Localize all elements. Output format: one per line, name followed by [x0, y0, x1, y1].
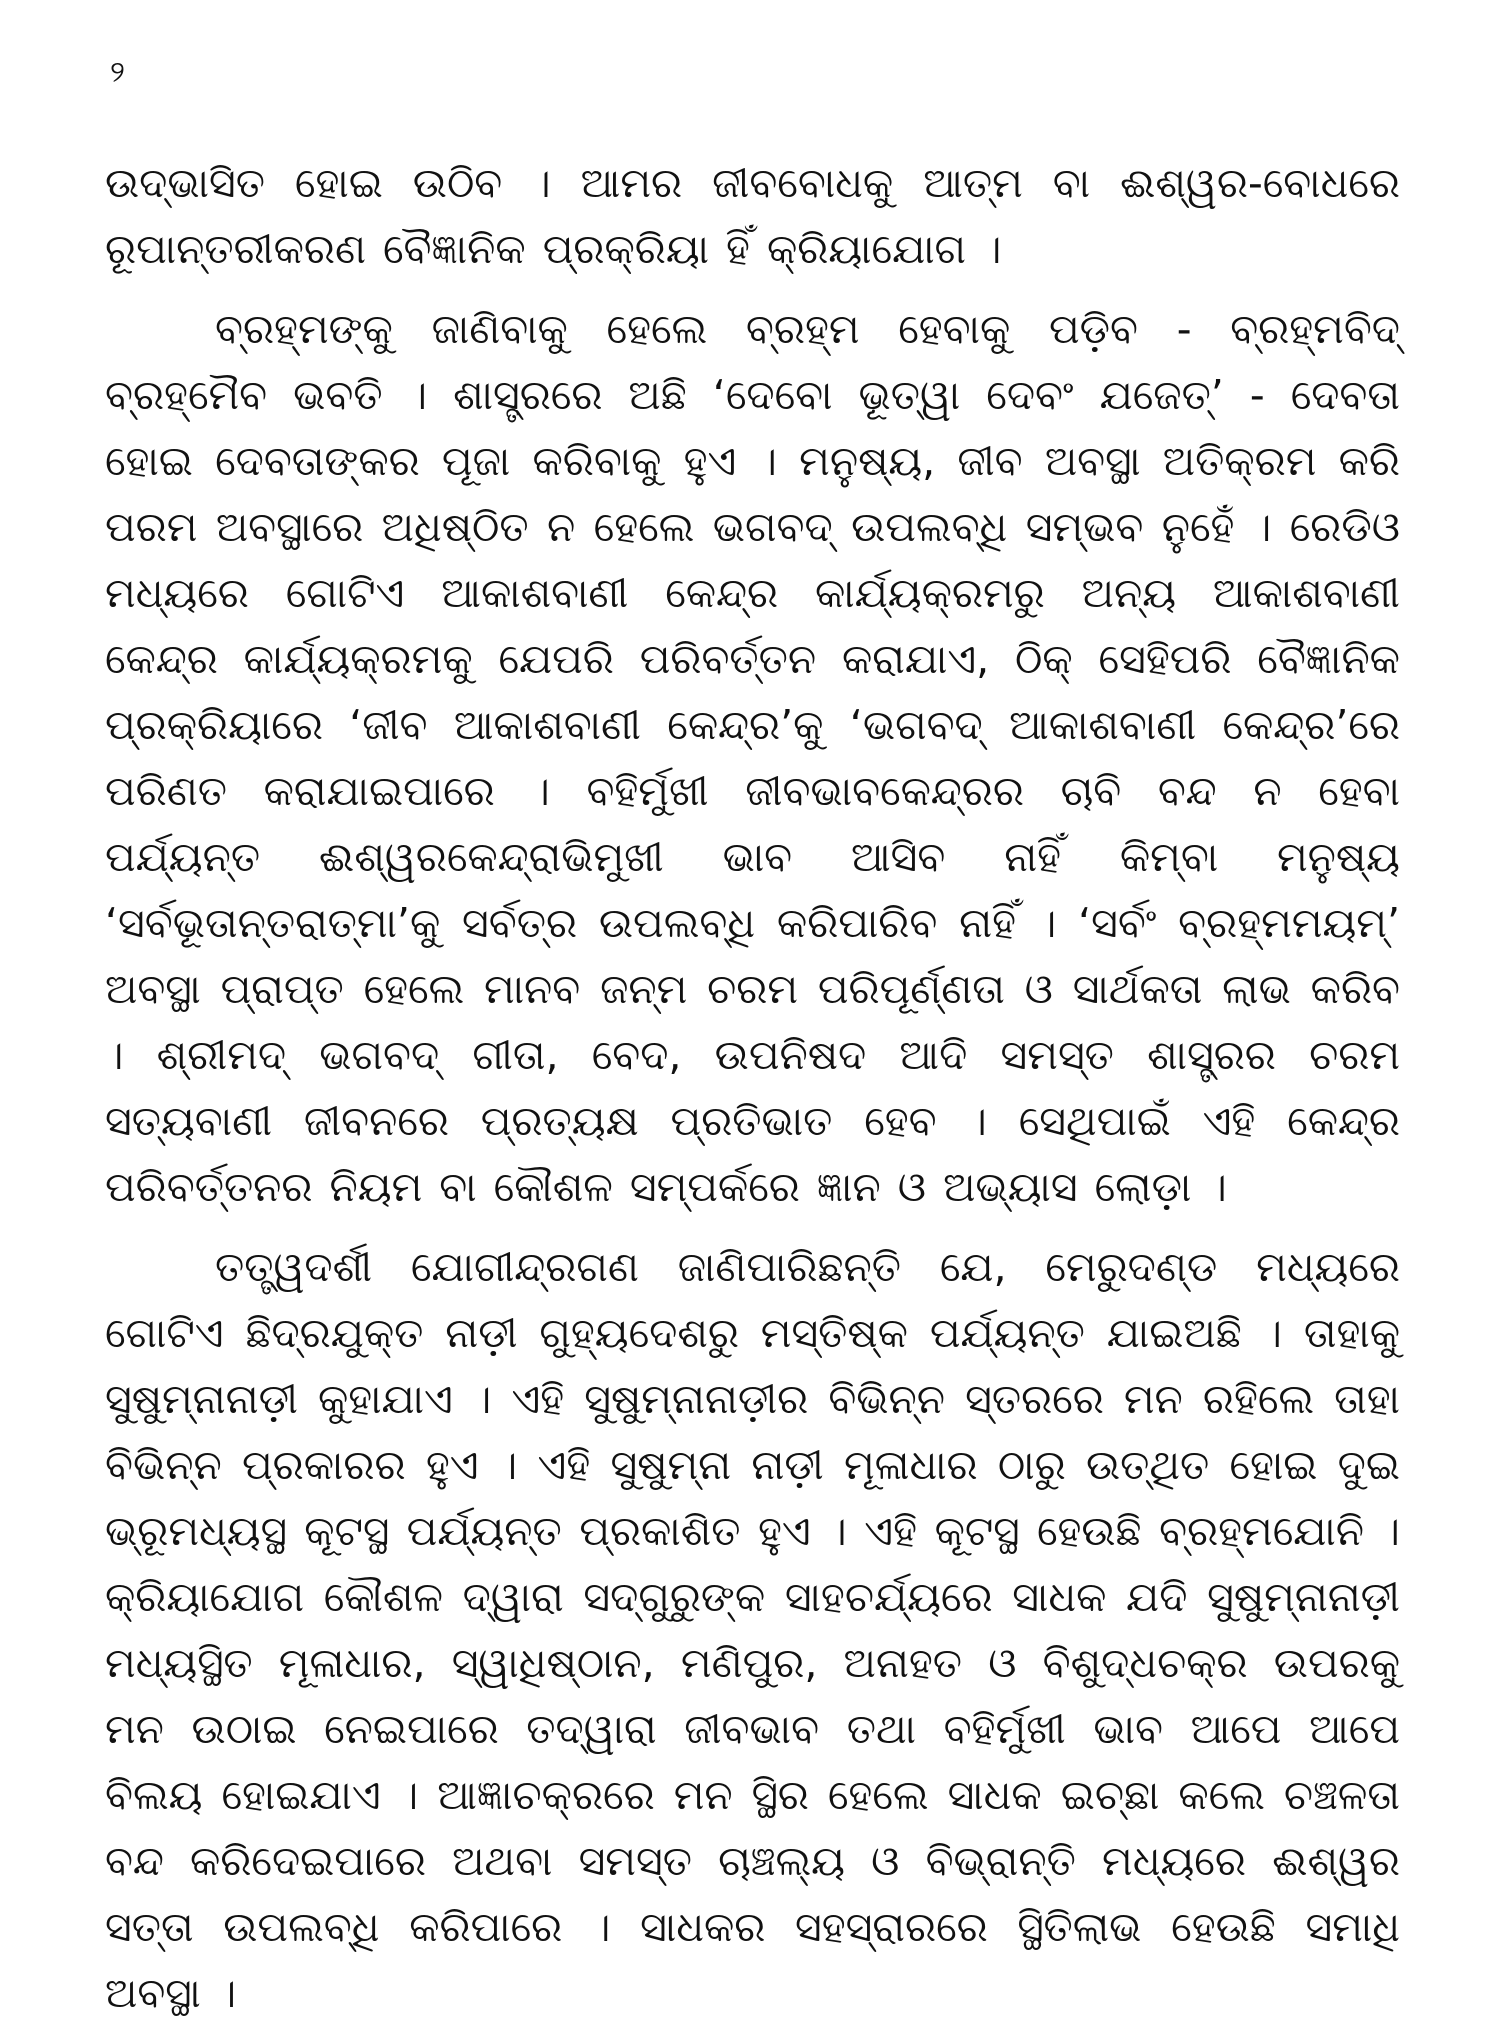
body-text [105, 150, 1400, 2040]
paragraph-3: ତତ୍ତ୍ୱଦର୍ଶୀ ଯୋଗୀନ୍ଦ୍ରଗଣ ଜାଣିପାରିଛନ୍ତି ଯେ, ମେରୁଦଣ୍ଡ ମଧ୍ୟରେ ଗୋଟିଏ ଛିଦ୍ରଯୁକ୍ତ ନାଡ଼ୀ ଗୁହ୍ୟଦେଶରୁ ମସ୍ତିଷ୍କ ପର୍ଯ୍ୟନ୍ତ ଯାଇଅଛି । ତାହାକୁ ସୁଷୁମ୍ନାନାଡ଼ୀ କୁହାଯାଏ । ଏହି ସୁଷୁମ୍ନାନାଡ଼ୀର ବିଭିନ୍ନ ସ୍ତରରେ ମନ ରହିଲେ ତାହା ବିଭିନ୍ନ ପ୍ରକାରର ହୁଏ । ଏହି ସୁଷୁମ୍ନା ନାଡ଼ୀ ମୂଳାଧାର ଠାରୁ ଉତ୍‌ଥିତ ହୋଇ ଦୁଇ ଭ୍ରୂମଧ୍ୟସ୍ଥ କୂଟସ୍ଥ ପର୍ଯ୍ୟନ୍ତ ପ୍ରକାଶିତ ହୁଏ । ଏହି କୂଟସ୍ଥ ହେଉଛି ବ୍ରହ୍ମଯୋନି । କ୍ରିୟାଯୋଗ କୌଶଳ ଦ୍ୱାରା ସଦ୍‌ଗୁରୁଙ୍କ ସାହଚର୍ଯ୍ୟରେ ସାଧକ ଯଦି ସୁଷୁମ୍ନାନାଡ଼ୀ ମଧ୍ୟସ୍ଥିତ ମୂଳାଧାର, ସ୍ୱାଧିଷ୍ଠାନ, ମଣିପୁର, ଅନାହତ ଓ ବିଶୁଦ୍ଧଚକ୍ର ଉପରକୁ ମନ ଉଠାଇ ନେଇପାରେ ତଦ୍ୱାରା ଜୀବଭାବ ତଥା ବହିର୍ମୁଖୀ ଭାବ ଆପେ ଆପେ ବିଲୟ ହୋଇଯାଏ । ଆଜ୍ଞାଚକ୍ରରେ ମନ ସ୍ଥିର ହେଲେ ସାଧକ ଇଚ୍ଛା କଲେ ଚଞ୍ଚଳତା ବନ୍ଦ କରିଦେଇପାରେ ଅଥବା ସମସ୍ତ ଚାଞ୍ଚଲ୍ୟ ଓ ବିଭ୍ରାନ୍ତି ମଧ୍ୟରେ ଈଶ୍ୱର ସତ୍ତା ଉପଲବ୍ଧି କରିପାରେ । ସାଧକର ସହସ୍ରାରରେ ସ୍ଥିତିଲାଭ ହେଉଛି ସମାଧି ଅବସ୍ଥା । [105, 1243, 1400, 2017]
page-number: ୨ [110, 55, 125, 90]
paragraph-1: ଉଦ୍‌ଭାସିତ ହୋଇ ଉଠିବ । ଆମର ଜୀବବୋଧକୁ ଆତ୍ମ ବା ଈଶ୍ୱର-ବୋଧରେ ରୂପାନ୍ତରୀକରଣ ବୈଜ୍ଞାନିକ ପ୍ରକ୍ରିୟା ହିଁ କ୍ରିୟାଯୋଗ । [105, 159, 1400, 273]
paragraph-2: ବ୍ରହ୍ମଙ୍କୁ ଜାଣିବାକୁ ହେଲେ ବ୍ରହ୍ମ ହେବାକୁ ପଡ଼ିବ - ବ୍ରହ୍ମବିଦ୍ ବ୍ରହ୍ମୈବ ଭବତି । ଶାସ୍ତ୍ରରେ ଅଛି ‘ଦେବୋ ଭୂତ୍ୱା ଦେବଂ ଯଜେତ୍’ - ଦେବତା ହୋଇ ଦେବତାଙ୍କର ପୂଜା କରିବାକୁ ହୁଏ । ମନୁଷ୍ୟ, ଜୀବ ଅବସ୍ଥା ଅତିକ୍ରମ କରି ପରମ ଅବସ୍ଥାରେ ଅଧିଷ୍ଠିତ ନ ହେଲେ ଭଗବଦ୍ ଉପଲବ୍ଧି ସମ୍ଭବ ନୁହେଁ । ରେଡିଓ ମଧ୍ୟରେ ଗୋଟିଏ ଆକାଶବାଣୀ କେନ୍ଦ୍ର କାର୍ଯ୍ୟକ୍ରମରୁ ଅନ୍ୟ ଆକାଶବାଣୀ କେନ୍ଦ୍ର କାର୍ଯ୍ୟକ୍ରମକୁ ଯେପରି ପରିବର୍ତ୍ତନ କରାଯାଏ, ଠିକ୍ ସେହିପରି ବୈଜ୍ଞାନିକ ପ୍ରକ୍ରିୟାରେ ‘ଜୀବ ଆକାଶବାଣୀ କେନ୍ଦ୍ର’କୁ ‘ଭଗବଦ୍ ଆକାଶବାଣୀ କେନ୍ଦ୍ର’ରେ ପରିଣତ କରାଯାଇପାରେ । ବହିର୍ମୁଖୀ ଜୀବଭାବକେନ୍ଦ୍ରର ଚାବି ବନ୍ଦ ନ ହେବା ପର୍ଯ୍ୟନ୍ତ ଈଶ୍ୱରକେନ୍ଦ୍ରାଭିମୁଖୀ ଭାବ ଆସିବ ନାହିଁ କିମ୍ବା ମନୁଷ୍ୟ ‘ସର୍ବଭୂତାନ୍ତରାତ୍ମା’କୁ ସର୍ବତ୍ର ଉପଲବ୍ଧି କରିପାରିବ ନାହିଁ । ‘ସର୍ବଂ ବ୍ରହ୍ମମୟମ୍’ ଅବସ୍ଥା ପ୍ରାପ୍ତ ହେଲେ ମାନବ ଜନ୍ମ ଚରମ ପରିପୂର୍ଣ୍ଣତା ଓ ସାର୍ଥକତା ଲାଭ କରିବ । ଶ୍ରୀମଦ୍ ଭଗବଦ୍ ଗୀତା, ବେଦ, ଉପନିଷଦ ଆଦି ସମସ୍ତ ଶାସ୍ତ୍ରର ଚରମ ସତ୍ୟବାଣୀ ଜୀବନରେ ପ୍ରତ୍ୟକ୍ଷ ପ୍ରତିଭାତ ହେବ । ସେଥିପାଇଁ ଏହି କେନ୍ଦ୍ର ପରିବର୍ତ୍ତନର ନିୟମ ବା କୌଶଳ ସମ୍ପର୍କରେ ଜ୍ଞାନ ଓ ଅଭ୍ୟାସ ଲୋଡ଼ା । [105, 305, 1400, 1211]
